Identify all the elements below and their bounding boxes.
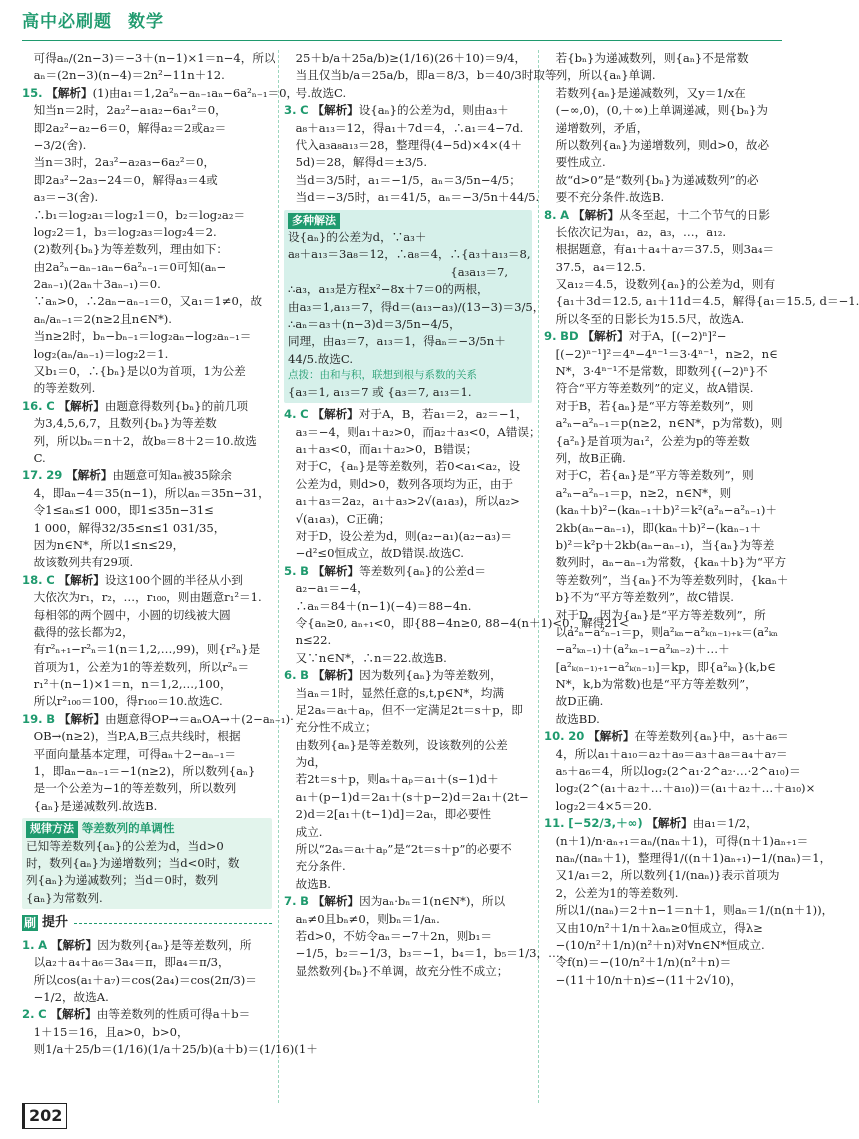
problem-text: 设{aₙ}的公差为d，则由a₃＋: [358, 103, 509, 118]
problem-number: 16.: [22, 398, 43, 413]
problem-text: 从冬至起，十二个节气的日影: [619, 207, 770, 222]
text-line: 要性成立.: [544, 155, 606, 170]
text-line: 代入a₃a₈a₁₃＝28，整理得(4−5d)×4×(4＋: [284, 137, 523, 152]
text-line: 递增数列，矛盾，: [544, 120, 649, 135]
answer-key: A: [38, 937, 48, 952]
answer-key: B: [46, 711, 56, 726]
text-line: a₂−a₁＝−4，: [284, 581, 369, 596]
text-line: 令{aₙ≥0, aₙ₊₁<0，即{88−4n≥0, 88−4(n＋1)<0，解得21<: [284, 615, 629, 630]
text-line: N*，3·4ⁿ⁻¹不是常数，即数列{(−2)ⁿ}不: [544, 364, 768, 379]
text-line: −(11＋10/n＋n)≤−(11＋2√10)，: [544, 972, 742, 987]
text-line: 大依次为r₁，r₂，…，r₁₀₀，则由题意r₁²＝1.: [22, 590, 262, 605]
text-line: 当n＝3时，2a₃²−a₂a₃−6a₂²＝0，: [22, 155, 216, 170]
text-line: 故选B.: [284, 876, 331, 891]
method-box: [22, 818, 272, 909]
text-line: 4，所以a₁＋a₁₀＝a₂＋a₉＝a₃＋a₈＝a₄＋a₇＝: [544, 746, 788, 761]
text-line: 故该数列共有29项.: [22, 555, 134, 570]
text-line: 以a²ₙ−a²ₙ₋₁＝p，则a²ₖₙ−a²ₖ₍ₙ₋₁₎₊ₖ＝(a²ₖₙ: [544, 624, 779, 639]
analysis-tag: 【解析】: [312, 668, 360, 683]
text-line: 有r²ₙ₊₁−r²ₙ＝1(n＝1,2,…,99)，则{r²ₙ}是: [22, 642, 261, 657]
problem-text: 对于A，[(−2)ⁿ]²−: [628, 329, 727, 344]
text-line: 知当n＝2时，2a₂²−a₁a₂−6a₁²＝0，: [22, 103, 227, 118]
text-line: 根据题意，有a₁＋a₄＋a₇＝37.5，则3a₄＝: [544, 242, 775, 257]
page-header: [22, 10, 782, 40]
text-line: 以a₂＋a₄＋a₆＝3a₄＝π，即a₄＝π/3，: [22, 955, 230, 970]
text-line: 等差数列”，当{aₙ}不为等差数列时，{kaₙ＋: [544, 572, 789, 587]
text-line: −a²ₖₙ₋₁)＋(a²ₖₙ₋₁−a²ₖₙ₋₂)＋…＋: [544, 642, 730, 657]
text-line: 即2a₂²−a₂−6＝0，解得a₂＝2或a₂＝: [22, 120, 227, 135]
page-number: 202: [22, 1103, 67, 1129]
text-line: {a₁＋3d＝12.5, a₁＋11d＝4.5，解得{a₁＝15.5, d＝−1.: [544, 294, 859, 309]
text-line: log₂2＝4×5＝20.: [544, 798, 652, 813]
analysis-tag: 【解析】: [312, 103, 359, 118]
text-line: a₁＋(p−1)d＝2a₁＋(s＋p−2)d＝2a₁＋(2t−: [284, 789, 529, 804]
text-line: a²ₙ−a²ₙ₋₁＝p，n≥2，n∈N*，则: [544, 485, 732, 500]
problem-line: [544, 207, 784, 224]
analysis-tag: 【解析】: [312, 407, 359, 422]
problem-line: [22, 467, 272, 484]
problem-line: [284, 102, 532, 119]
text-line: 当d＝3/5时，a₁＝−1/5，aₙ＝3/5n−4/5；: [284, 172, 521, 187]
text-line: 为3,4,5,6,7，且数列{bₙ}为等差数: [22, 416, 217, 431]
problem-number: 2.: [22, 1007, 35, 1022]
analysis-tag: 【解析】: [58, 711, 106, 726]
header-rule: [22, 40, 782, 41]
text-line: b}不为“平方等差数列”，故C错误.: [544, 590, 734, 605]
answer-key: B: [300, 668, 310, 683]
text-line: a₅＋a₆＝4，所以log₂(2^a₁·2^a₂·…·2^a₁₀)＝: [544, 764, 801, 779]
problem-text: 由题意得OP→＝aₙOA→＋(2−aₙ₋₁)·: [105, 711, 294, 726]
text-line: 2)d＝2[a₁＋(t−1)d]＝2aₜ，即必要性: [284, 807, 492, 822]
text-line: 充分性不成立；: [284, 720, 377, 735]
problem-text: 因为数列{aₙ}是等差数列，所: [97, 937, 252, 952]
text-line: 由a₃＝1,a₁₃＝7，得d＝(a₁₃−a₃)/(13−3)＝3/5，: [288, 299, 545, 314]
problem-text: 由题意得数列{bₙ}的前几项: [104, 398, 248, 413]
text-line: log₂(aₙ/aₙ₋₁)＝log₂2＝1.: [22, 346, 169, 361]
text-line: 设{aₙ}的公差为d，∵a₃＋: [288, 230, 427, 245]
text-line: 所以冬至的日影长为15.5尺，故选A.: [544, 311, 745, 326]
text-line: 充分条件.: [284, 859, 346, 874]
text-line: 故“d>0”是“数列{bₙ}为递减数列”的必: [544, 172, 759, 187]
analysis-tag: 【解析】: [58, 572, 105, 587]
text-line: 足2aₛ＝aₜ＋aₚ，但不一定满足2t＝s＋p，即: [284, 702, 523, 717]
text-line: 数列时，aₙ−aₙ₋₁为常数，{kaₙ＋b}为“平方: [544, 555, 787, 570]
text-line: 又1/a₁＝2，所以数列{1/(naₙ)}表示首项为: [544, 868, 780, 883]
text-line: {aₙ}为常数列.: [26, 890, 103, 905]
problem-number: 4.: [284, 407, 297, 422]
problem-line: [544, 328, 784, 345]
problem-number: 15.: [22, 85, 43, 100]
text-line: 要不充分条件.故选B.: [544, 190, 665, 205]
text-line: aₙ/aₙ₋₁＝2(n≥2且n∈N*).: [22, 311, 172, 326]
text-line: 1＋15＝16，且a>0，b>0，: [22, 1024, 189, 1039]
text-line: 1 000，解得32/35≤n≤1 031/35，: [22, 520, 226, 535]
text-line: 对于D，设公差为d，则(a₂−a₁)(a₂−a₃)＝: [284, 529, 513, 544]
text-line: 1，即aₙ−aₙ₋₁＝−1(n≥2)，所以数列{aₙ}: [22, 764, 256, 779]
text-line: 令1≤aₙ≤1 000，即1≤35n−31≤: [22, 503, 214, 518]
subject-title: 数学: [128, 12, 164, 32]
text-line: 已知等差数列{aₙ}的公差为d，当d>0: [26, 838, 224, 853]
text-line: 又b₁＝0，∴{bₙ}是以0为首项，1为公差: [22, 364, 246, 379]
text-line: 则1/a＋25/b＝(1/16)(1/a＋25/b)(a＋b)＝(1/16)(1＋: [22, 1042, 318, 1057]
problem-number: 8.: [544, 207, 557, 222]
problem-text: 由题意可知aₙ被35除余: [112, 468, 232, 483]
text-line: 所以数列{aₙ}为递增数列，则d>0，故必: [544, 137, 770, 152]
text-line: a₃＝−4，则a₁＋a₂>0，而a₂＋a₃<0，A错误；: [284, 424, 541, 439]
answer-key: B: [300, 894, 310, 909]
cases-line: {a₃＝1, a₁₃＝7 或 {a₃＝7, a₁₃＝1.: [288, 384, 472, 399]
text-line: 成立.: [284, 824, 323, 839]
text-line: 当d＝−3/5时，a₁＝41/5，aₙ＝−3/5n＋44/5.: [284, 190, 540, 205]
problem-number: 1.: [22, 937, 35, 952]
text-line: ∵aₙ>0，∴2aₙ−aₙ₋₁＝0，又a₁＝1≠0，故: [22, 294, 263, 309]
text-line: 44/5.故选C.: [288, 351, 354, 366]
text-line: a₁＋a₃＝2a₂，a₁＋a₃>2√(a₁a₃)，所以a₂>: [284, 494, 520, 509]
problem-line: [544, 728, 789, 745]
text-line: 因为n∈N*，所以1≤n≤29，: [22, 537, 185, 552]
text-line: 的等差数列.: [22, 381, 96, 396]
analysis-tag: 【解析】: [582, 329, 629, 344]
text-line: −1/2，故选A.: [22, 989, 109, 1004]
answer-key: C: [300, 407, 309, 422]
problem-number: 11.: [544, 816, 565, 831]
text-line: (kaₙ＋b)²−(kaₙ₋₁＋b)²＝k²(a²ₙ−a²ₙ₋₁)＋: [544, 503, 777, 518]
problem-number: 7.: [284, 894, 297, 909]
text-line: 若d>0，不妨令aₙ＝−7＋2n，则b₁＝: [284, 929, 492, 943]
problem-number: 9.: [544, 329, 557, 344]
problem-line: [284, 563, 532, 580]
section-heading: [22, 913, 272, 933]
text-line: 长依次记为a₁，a₂，a₃，…，a₁₂.: [544, 224, 727, 239]
problem-line: [284, 406, 532, 423]
text-line: a₈＋a₁₃＝12，得a₁＋7d＝4，∴a₁＝4−7d.: [284, 120, 524, 135]
text-line: 当aₙ＝1时，显然任意的s,t,p∈N*，均满: [284, 685, 504, 700]
problem-number: 10.: [544, 729, 565, 744]
answer-key: C: [46, 572, 55, 587]
text-line: 可得aₙ/(2n−3)＝−3＋(n−1)×1＝n−4，所以: [22, 51, 276, 65]
text-line: naₙ/(naₙ＋1)，整理得1/((n＋1)aₙ₊₁)−1/(naₙ)＝1，: [544, 850, 832, 865]
analysis-tag: 【解析】: [66, 468, 113, 483]
text-line: {a²ₙ}是首项为a₁²，公差为p的等差数: [544, 433, 750, 448]
text-line: 平面向量基本定理，可得aₙ＋2−aₙ₋₁＝: [22, 746, 237, 761]
analysis-tag: 【解析】: [50, 1007, 97, 1022]
text-line: 每相邻的两个圆中，小圆的切线被大圆: [22, 607, 231, 622]
text-line: a₃＝−3(舍).: [22, 190, 99, 205]
text-line: 是一个公差为−1的等差数列，所以数列: [22, 781, 237, 796]
text-line: 4，即aₙ−4＝35(n−1)，所以aₙ＝35n−31，: [22, 485, 270, 500]
problem-text: 因为数列{aₙ}为等差数列，: [359, 668, 502, 683]
text-line: {a₃a₁₃＝7,: [288, 264, 509, 279]
text-line: (−∞,0)，(0,＋∞)上单调递减，则{bₙ}为: [544, 103, 768, 118]
problem-text: 对于A，B，若a₁＝2，a₂＝−1，: [358, 407, 528, 422]
problem-line: [22, 711, 294, 728]
text-line: 若{bₙ}为递减数列，则{aₙ}不是常数: [544, 51, 749, 65]
multi-method-title: 多种解法: [288, 213, 340, 230]
text-line: 显然数列{bₙ}不单调，故充分性不成立；: [284, 963, 509, 978]
column-3: [544, 50, 859, 1103]
text-line: 由数列{aₙ}是等差数列，设该数列的公差: [284, 737, 508, 752]
text-line: 故D正确.: [544, 694, 604, 709]
text-line: ∴b₁＝log₂a₁＝log₂1＝0，b₂＝log₂a₂＝: [22, 207, 246, 222]
problem-number: 19.: [22, 711, 43, 726]
text-line: 首项为1，公差为1的等差数列，所以r²ₙ＝: [22, 659, 250, 674]
analysis-tag: 【解析】: [50, 937, 98, 952]
problem-line: [22, 572, 272, 589]
text-line: 对于C，{aₙ}是等差数列，若0<a₁<a₂，设: [284, 459, 521, 474]
text-line: (2)数列{bₙ}为等差数列，理由如下：: [22, 242, 228, 257]
text-line: a₁＋a₃<0，而a₁＋a₂>0，B错误；: [284, 442, 478, 457]
problem-text: 因为aₙ·bₙ＝1(n∈N*)，所以: [359, 894, 506, 909]
section-glyph: 刷: [23, 916, 36, 930]
answer-key: B: [300, 563, 310, 578]
analysis-tag: 【解析】: [46, 85, 93, 100]
problem-number: 3.: [284, 103, 297, 118]
text-line: 2aₙ₋₁)(2aₙ＋3aₙ₋₁)＝0.: [22, 277, 161, 292]
text-line: ∴aₙ＝84＋(n−1)(−4)＝88−4n.: [284, 598, 472, 613]
text-line: 若数列{aₙ}是递减数列，又y＝1/x在: [544, 85, 746, 100]
answer-key: BD: [560, 329, 579, 344]
analysis-tag: 【解析】: [572, 207, 620, 222]
problem-line: [22, 937, 272, 954]
text-line: 对于C，若{aₙ}是“平方等差数列”，则: [544, 468, 754, 483]
answer-key: 29: [46, 468, 63, 483]
text-line: [a²ₖ₍ₙ₋₁₎₊₁−a²ₖ₍ₙ₋₁₎]＝kp，即{a²ₖₙ}(k,b∈: [544, 659, 776, 674]
text-line: 若2t＝s＋p，则aₛ＋aₚ＝a₁＋(s−1)d＋: [284, 772, 499, 787]
text-line: b)²＝k²p＋2kb(aₙ−aₙ₋₁)，当{aₙ}为等差: [544, 537, 775, 552]
text-line: 2kb(aₙ−aₙ₋₁)，即(kaₙ＋b)²−(kaₙ₋₁＋: [544, 520, 762, 535]
problem-text: (1)由a₁＝1,2a²ₙ−aₙ₋₁aₙ−6a²ₙ₋₁＝0，: [92, 85, 299, 100]
hint-note: 点拨：由和与积，联想到根与系数的关系: [288, 369, 477, 382]
text-line: log₂(2^(a₁＋a₂＋…＋a₁₀))＝(a₁＋a₂＋…＋a₁₀)×: [544, 781, 816, 796]
multi-method-box: [284, 210, 545, 404]
text-line: 所以1/(naₙ)＝2＋n−1＝n＋1，则aₙ＝1/(n(n＋1))，: [544, 903, 834, 918]
answer-key: [−52/3,＋∞): [568, 816, 643, 831]
text-line: 又∵n∈N*，∴n＝22.故选B.: [284, 650, 447, 665]
text-line: −3/2(舍).: [22, 137, 87, 152]
problem-text: 由a₁＝1/2，: [692, 816, 758, 831]
text-line: 公差为d，则d>0，数列各项均为正，由于: [284, 476, 514, 491]
text-line: 列，所以{aₙ}单调.: [544, 68, 656, 83]
text-line: log₂2＝1，b₃＝log₂a₃＝log₂4＝2.: [22, 224, 217, 239]
analysis-tag: 【解析】: [312, 894, 360, 909]
text-line: 25＋b/a＋25a/b)≥(1/16)(26＋10)＝9/4，: [284, 51, 527, 65]
section-label: 提升: [42, 915, 69, 931]
problem-number: 6.: [284, 668, 297, 683]
text-line: C.: [22, 450, 46, 465]
column-divider: [278, 50, 279, 1103]
text-line: ∴a₃，a₁₃是方程x²−8x＋7＝0的两根，: [288, 282, 489, 297]
answer-key: C: [46, 398, 55, 413]
analysis-tag: 【解析】: [646, 816, 693, 831]
text-line: 截得的弦长都为2，: [22, 624, 134, 639]
text-line: [(−2)ⁿ⁻¹]²＝4ⁿ−4ⁿ⁻¹＝3·4ⁿ⁻¹，n≥2，n∈: [544, 346, 778, 361]
problem-text: 设这100个圆的半径从小到: [104, 572, 243, 587]
text-line: √(a₁a₃)，C正确；: [284, 511, 391, 526]
text-line: 37.5，a₄＝12.5.: [544, 259, 646, 274]
text-line: 5d)＝28，解得d＝±3/5.: [284, 155, 428, 170]
text-line: 当n≥2时，bₙ−bₙ₋₁＝log₂aₙ−log₂aₙ₋₁＝: [22, 329, 252, 344]
answer-key: 20: [568, 729, 585, 744]
text-line: N*，k,b为常数)也是“平方等差数列”，: [544, 677, 757, 692]
text-line: 号.故选C.: [284, 85, 347, 100]
book-title: 高中必刷题: [22, 12, 112, 32]
text-line: 即2a₃²−2a₃−24＝0，解得a₃＝4或: [22, 172, 218, 187]
text-line: 为d，: [284, 755, 327, 770]
method-box-subtitle: 等差数列的单调性: [81, 821, 175, 836]
text-line: 又a₁₂＝4.5，设数列{aₙ}的公差为d，则有: [544, 277, 776, 292]
text-line: 对于B，若{aₙ}是“平方等差数列”，则: [544, 398, 754, 413]
text-line: (n＋1)/n·aₙ₊₁＝aₙ/(naₙ＋1)，可得(n＋1)aₙ₊₁＝: [544, 833, 809, 848]
analysis-tag: 【解析】: [312, 563, 360, 578]
text-line: −(10/n²＋1/n)(n²＋n)对∀n∈N*恒成立.: [544, 937, 765, 952]
section-rule: [74, 923, 272, 924]
text-line: a²ₙ−a²ₙ₋₁＝p(n≥2，n∈N*，p为常数)，则: [544, 416, 783, 431]
text-line: 所以“2aₛ＝aₜ＋aₚ”是“2t＝s＋p”的必要不: [284, 842, 512, 857]
problem-text: 在等差数列{aₙ}中，a₅＋a₆＝: [634, 729, 789, 744]
text-line: 符合“平方等差数列”的定义，故A错误.: [544, 381, 754, 396]
problem-line: [22, 398, 272, 415]
text-line: {aₙ}是递减数列.故选B.: [22, 798, 158, 813]
problem-line: [22, 85, 299, 102]
text-line: 列，故B正确.: [544, 450, 626, 465]
text-line: aₙ≠0且bₙ≠0，则bₙ＝1/aₙ.: [284, 911, 440, 926]
text-line: 2，公差为1的等差数列.: [544, 885, 679, 900]
method-box-title: 规律方法: [26, 821, 78, 838]
text-line: 又由10/n²＋1/n＋λaₙ≥0恒成立，得λ≥: [544, 920, 763, 935]
problem-text: 由等差数列的性质可得a＋b＝: [96, 1007, 251, 1022]
text-line: OB→(n≥2)，当P,A,B三点共线时，根据: [22, 729, 241, 744]
text-line: 时，数列{aₙ}为递增数列；当d<0时，数: [26, 856, 240, 871]
text-line: 所以r²₁₀₀＝100，得r₁₀₀＝10.故选C.: [22, 694, 223, 709]
analysis-tag: 【解析】: [588, 729, 635, 744]
text-line: 故选BD.: [544, 711, 600, 726]
text-line: 列{aₙ}为递减数列；当d＝0时，数列: [26, 873, 219, 888]
text-line: a₈＋a₁₃＝3a₈＝12，∴a₈＝4，∴{a₃＋a₁₃＝8,: [288, 247, 531, 262]
text-line: r₁²＋(n−1)×1＝n，n＝1,2,…,100，: [22, 677, 232, 692]
text-line: ∴aₙ＝a₃＋(n−3)d＝3/5n−4/5，: [288, 316, 461, 331]
text-line: 列，所以bₙ＝n＋2，故b₈＝8＋2＝10.故选: [22, 433, 257, 448]
text-line: −1/5，b₂＝−1/3，b₃＝−1，b₄＝1，b₅＝1/3，…，: [284, 946, 572, 961]
text-line: 对于D，因为{aₙ}是“平方等差数列”，所: [544, 607, 766, 622]
text-line: n≤22.: [284, 633, 332, 648]
text-line: 同理，由a₃＝7，a₁₃＝1，得aₙ＝−3/5n＋: [288, 334, 506, 349]
text-line: 由2a²ₙ−aₙ₋₁aₙ−6a²ₙ₋₁＝0可知(aₙ−: [22, 259, 227, 274]
answer-key: C: [38, 1007, 47, 1022]
problem-line: [544, 815, 784, 832]
text-line: 所以cos(a₁＋a₇)＝cos(2a₄)＝cos(2π/3)＝: [22, 972, 257, 987]
problem-number: 17.: [22, 468, 43, 483]
analysis-tag: 【解析】: [58, 398, 105, 413]
problem-line: [284, 667, 532, 684]
problem-number: 18.: [22, 572, 43, 587]
answer-key: C: [300, 103, 309, 118]
answer-key: A: [560, 207, 570, 222]
text-line: −d²≤0恒成立，故D错误.故选C.: [284, 546, 464, 561]
text-line: 令f(n)＝−(10/n²＋1/n)(n²＋n)＝: [544, 955, 732, 970]
problem-line: [22, 1006, 272, 1023]
problem-line: [284, 893, 532, 910]
text-line: aₙ＝(2n−3)(n−4)＝2n²−11n＋12.: [22, 68, 225, 83]
problem-number: 5.: [284, 563, 297, 578]
problem-text: 等差数列{aₙ}的公差d＝: [359, 563, 486, 578]
text-line: 当且仅当b/a＝25a/b，即a＝8/3，b＝40/3时取等: [284, 68, 557, 83]
